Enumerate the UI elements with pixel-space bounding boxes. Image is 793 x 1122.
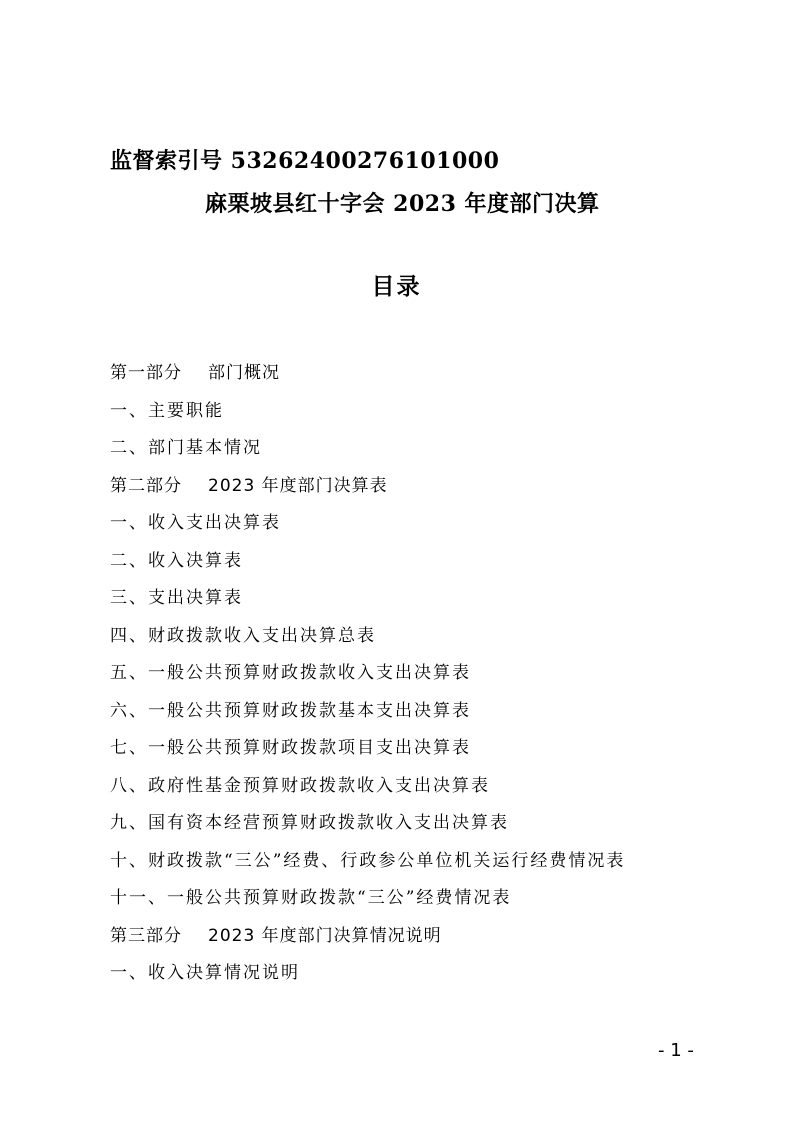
toc-part-title: 2023 年度部门决算表: [208, 475, 388, 496]
toc-item: 九、国有资本经营预算财政拨款收入支出决算表: [110, 813, 509, 833]
document-title: 麻栗坡县红十字会 2023 年度部门决算: [205, 191, 600, 217]
toc-part-label: 第三部分: [110, 925, 182, 946]
toc-part-title: 2023 年度部门决算情况说明: [208, 925, 442, 946]
toc-item: 十、财政拨款“三公”经费、行政参公单位机关运行经费情况表: [110, 850, 626, 871]
toc-item: 五、一般公共预算财政拨款收入支出决算表: [110, 663, 471, 683]
toc-part-label: 第二部分: [110, 475, 182, 496]
toc-part-2: [110, 468, 730, 506]
toc-item: 七、一般公共预算财政拨款项目支出决算表: [110, 738, 471, 758]
toc-part-label: 第一部分: [110, 363, 182, 383]
toc-part-1: [110, 355, 730, 393]
toc-part-3: [110, 918, 730, 956]
toc-heading: 目录: [371, 273, 422, 300]
toc-item: 八、政府性基金预算财政拨款收入支出决算表: [110, 775, 490, 796]
toc-item: 一、收入决算情况说明: [110, 963, 300, 983]
table-of-contents: [110, 355, 730, 993]
toc-part-title: 部门概况: [208, 363, 280, 383]
supervision-index-number: 监督索引号 53262400276101000: [110, 148, 500, 174]
toc-item: 六、一般公共预算财政拨款基本支出决算表: [110, 700, 471, 721]
toc-item: 四、财政拨款收入支出决算总表: [110, 625, 376, 646]
toc-item: 二、收入决算表: [110, 550, 243, 571]
toc-item: 十一、一般公共预算财政拨款“三公”经费情况表: [110, 888, 512, 908]
toc-item: 一、主要职能: [110, 400, 224, 421]
toc-item: 一、收入支出决算表: [110, 513, 281, 533]
page-number: - 1 -: [658, 1040, 694, 1061]
toc-item: 三、支出决算表: [110, 588, 243, 608]
toc-item: 二、部门基本情况: [110, 438, 262, 458]
